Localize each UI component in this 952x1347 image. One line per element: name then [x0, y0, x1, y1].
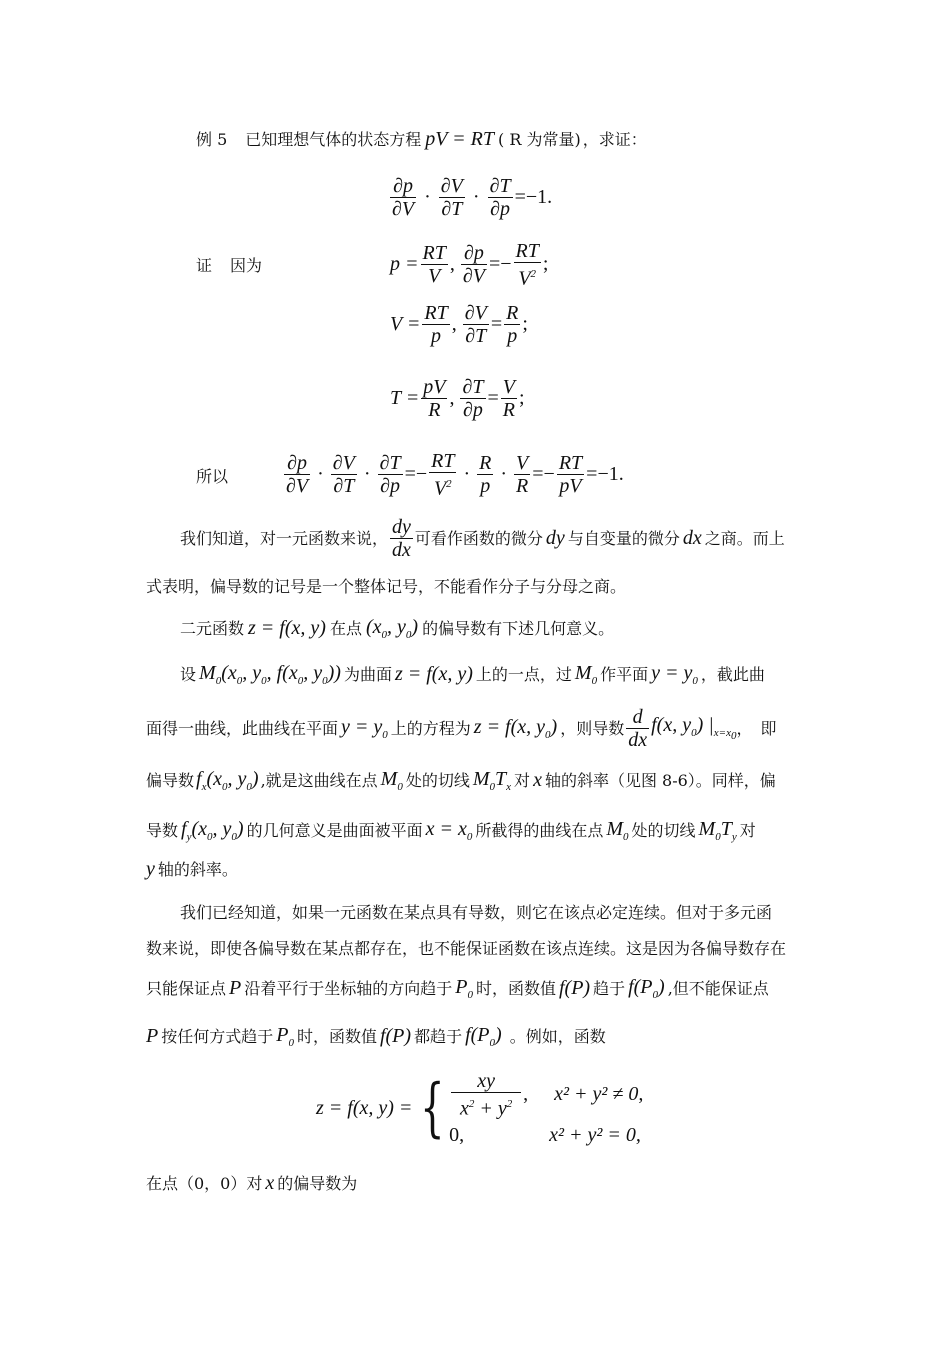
left-brace: { [420, 1071, 445, 1146]
final-line: 在点（0，0）对 x 的偏导数为 [146, 1172, 358, 1194]
paragraph-4-line-1: 我们已经知道，如果一元函数在某点具有导数，则它在该点必定连续。但对于多元函 [180, 903, 773, 922]
paragraph-4-line-3: 只能保证点 P 沿着平行于坐标轴的方向趋于 $P_0$ 时，函数值 f(P) 趋于 $f(P_0)$ ,但不能保证点 [146, 976, 769, 1001]
claim-formula: $\frac{\partial p}{\partial V}$ · $\frac{\partial V}{\partial T}$ · $\frac{\partial T}{\partial p}$ =−1. [392, 175, 553, 220]
case-2-value: 0, [449, 1123, 465, 1146]
case-1-condition: x² + y² ≠ 0, [554, 1083, 644, 1106]
paragraph-3-line-3: 偏导数 $f_x(x_0$, $y_0$) ,就是这曲线在点 $M_0$ 处的切线 $M_0T_x$ 对 x 轴的斜率（见图 8-6）。同样，偏 [146, 768, 776, 793]
eq-V: V = $\frac{RT}{p}$ , $\frac{\partial V}{\partial T}$ = $\frac{R}{p}$ ; [390, 302, 528, 347]
paragraph-4-line-2: 数来说，即使各偏导数在某点都存在，也不能保证函数在该点连续。这是因为各偏导数存在 [146, 939, 787, 958]
example-statement [196, 128, 647, 151]
piecewise-function: z = f(x, y) = { $\frac{xy}{x^2 + y^2}$ , x² + y² ≠ 0, 0, x² + y² = 0, [316, 1070, 644, 1146]
paragraph-3-line-4: 导数 $f_y(x_0$, $y_0$) 的几何意义是曲面被平面 $x = x_0$ 所截得的曲线在点 $M_0$ 处的切线 $M_0T_y$ 对 [146, 818, 756, 843]
proof-label: 证 因为 [196, 256, 263, 275]
state-equation: pV = RT [425, 128, 494, 150]
eq-T: T = $\frac{pV}{R}$ , $\frac{\partial T}{\partial p}$ = $\frac{V}{R}$ ; [390, 376, 525, 421]
paragraph-3-line-1: 设 $M_0(x_0$, $y_0$, $f(x_0$, $y_0$)) 为曲面 z = f(x, y) 上的一点，过 $M_0$ 作平面 $y = y_0$ ，截此曲 [180, 662, 765, 687]
paragraph-3-line-5: y 轴的斜率。 [146, 858, 238, 880]
example-label: 例 5 [196, 129, 228, 149]
piecewise-lhs: z = f(x, y) = [316, 1096, 413, 1119]
proof-result: $\frac{\partial p}{\partial V}$ · $\frac{\partial V}{\partial T}$ · $\frac{\partial T}{\partial p}$ =− $\frac{RT}{V^2}$ · $\frac{R}{p}$ · $\frac{V}{R}$ =− $\frac{RT}{pV}$ =−1. [286, 450, 624, 500]
paragraph-2: 二元函数 z = f(x, y) 在点 ($x_0$, $y_0$) 的偏导数有下述几何意义。 [180, 616, 615, 641]
paragraph-1-line-2: 式表明，偏导数的记号是一个整体记号，不能看作分子与分母之商。 [146, 577, 627, 596]
eq-p: p = $\frac{RT}{V}$ , $\frac{\partial p}{\partial V}$ =− $\frac{RT}{V^2}$ ; [390, 240, 549, 290]
example-text-prefix: 已知理想气体的状态方程 [245, 129, 422, 149]
example-text-suffix: ，求证： [582, 129, 647, 149]
example-note: ( R 为常量) [498, 129, 581, 149]
paragraph-4-line-4: P 按任何方式趋于 $P_0$ 时，函数值 f(P) 都趋于 $f(P_0)$ 。例如，函数 [146, 1024, 606, 1049]
so-label: 所以 [196, 467, 229, 486]
paragraph-1-line-1: 我们知道，对一元函数来说， $\frac{dy}{dx}$ 可看作函数的微分 dy 与自变量的微分 dx 之商。而上 [180, 516, 785, 561]
paragraph-3-line-2: 面得一曲线，此曲线在平面 $y = y_0$ 上的方程为 z = f(x, $y_0$) ，则导数 $\frac{d}{dx}$ f(x, $y_0$) $|_{x=x_0}$ ， 即 [146, 706, 777, 751]
case-2-condition: x² + y² = 0, [549, 1123, 641, 1146]
